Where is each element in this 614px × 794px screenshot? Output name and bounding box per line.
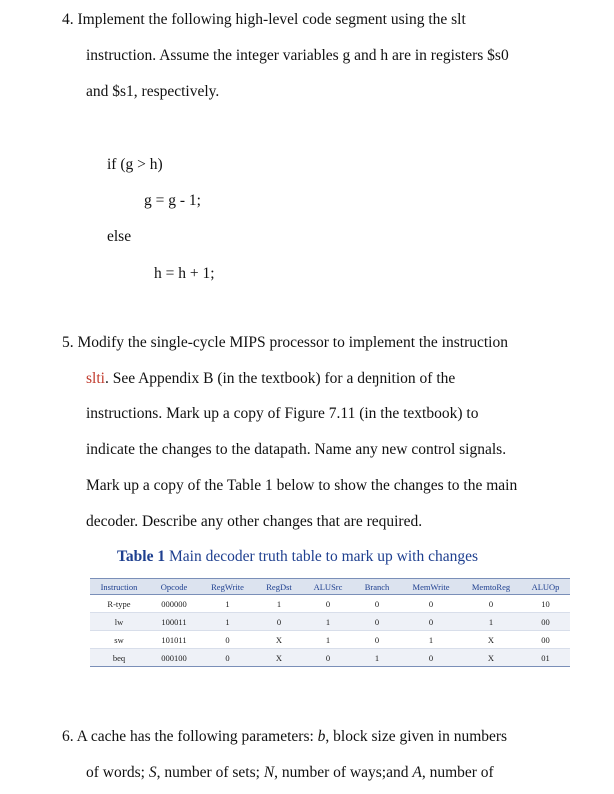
table-caption-text: Main decoder truth table to mark up with changes — [165, 548, 479, 565]
table-cell: 0 — [353, 613, 401, 631]
header-opcode: Opcode — [148, 579, 200, 595]
table-cell: lw — [90, 613, 148, 631]
q5-line-2 — [86, 369, 455, 389]
table-cell: 101011 — [148, 631, 200, 649]
table-cell: 0 — [401, 613, 461, 631]
header-memtoreg: MemtoReg — [461, 579, 521, 595]
table-cell: 100011 — [148, 613, 200, 631]
table-cell: 1 — [353, 649, 401, 667]
table-cell: 0 — [303, 649, 353, 667]
header-regwrite: RegWrite — [200, 579, 255, 595]
table-cell: X — [461, 631, 521, 649]
header-memwrite: MemWrite — [401, 579, 461, 595]
table-cell: sw — [90, 631, 148, 649]
table-cell: 0 — [303, 595, 353, 613]
code-line-decrement: g = g - 1; — [144, 192, 201, 209]
table-cell: 0 — [461, 595, 521, 613]
table-cell: 1 — [303, 631, 353, 649]
table-cell: 0 — [353, 595, 401, 613]
table-cell: 1 — [200, 613, 255, 631]
header-alusrc: ALUSrc — [303, 579, 353, 595]
table-cell: 1 — [255, 595, 303, 613]
q4-line-3: and $s1, respectively. — [86, 83, 220, 100]
header-aluop: ALUOp — [521, 579, 570, 595]
q5-line-6: decoder. Describe any other changes that are required. — [86, 513, 423, 530]
q4-line-1: 4. Implement the following high-level code segment using the slt — [62, 11, 466, 28]
table-cell: 0 — [255, 613, 303, 631]
table-cell: beq — [90, 649, 148, 667]
q6-line-2: of words; S, number of sets; N, number of ways;and A, number of — [86, 764, 494, 781]
header-instruction: Instruction — [90, 579, 148, 595]
q6-line-1: 6. A cache has the following parameters: b, block size given in numbers — [62, 728, 508, 745]
table-cell: 10 — [521, 595, 570, 613]
table-row — [90, 595, 570, 613]
table-row — [90, 613, 570, 631]
table-cell: 1 — [303, 613, 353, 631]
code-line-increment: h = h + 1; — [154, 265, 215, 282]
table-caption-label: Table 1 — [117, 548, 166, 565]
table-caption — [117, 548, 478, 566]
table-cell: X — [461, 649, 521, 667]
table-cell: 1 — [461, 613, 521, 631]
table-cell: X — [255, 631, 303, 649]
code-line-if: if (g > h) — [107, 156, 163, 173]
header-branch: Branch — [353, 579, 401, 595]
table-cell: 0 — [353, 631, 401, 649]
table-header-row — [90, 579, 570, 595]
q5-line-2-rest: . See Appendix B (in the textbook) for a deŋnition of the — [104, 370, 456, 387]
table-cell: 00 — [521, 631, 570, 649]
table-cell: 0 — [401, 595, 461, 613]
table-cell: 000000 — [148, 595, 200, 613]
header-regdst: RegDst — [255, 579, 303, 595]
table-row — [90, 649, 570, 667]
table-cell: 0 — [200, 631, 255, 649]
table-cell: 0 — [401, 649, 461, 667]
table-cell: R-type — [90, 595, 148, 613]
q5-line-1: 5. Modify the single-cycle MIPS processor to implement the instruction — [62, 334, 508, 351]
table-cell: 1 — [401, 631, 461, 649]
q5-line-5: Mark up a copy of the Table 1 below to show the changes to the main — [86, 477, 518, 494]
q5-line-4: indicate the changes to the datapath. Name any new control signals. — [86, 441, 507, 458]
main-decoder-table — [90, 578, 570, 667]
table-row — [90, 631, 570, 649]
table-cell: 00 — [521, 613, 570, 631]
q5-line-3: instructions. Mark up a copy of Figure 7.11 (in the textbook) to — [86, 405, 479, 422]
code-line-else: else — [107, 228, 132, 245]
table-cell: 1 — [200, 595, 255, 613]
table-cell: 000100 — [148, 649, 200, 667]
q4-line-2: instruction. Assume the integer variables g and h are in registers $s0 — [86, 47, 509, 64]
slti-keyword: slti — [86, 370, 105, 387]
table-cell: 0 — [200, 649, 255, 667]
table-cell: X — [255, 649, 303, 667]
table-cell: 01 — [521, 649, 570, 667]
